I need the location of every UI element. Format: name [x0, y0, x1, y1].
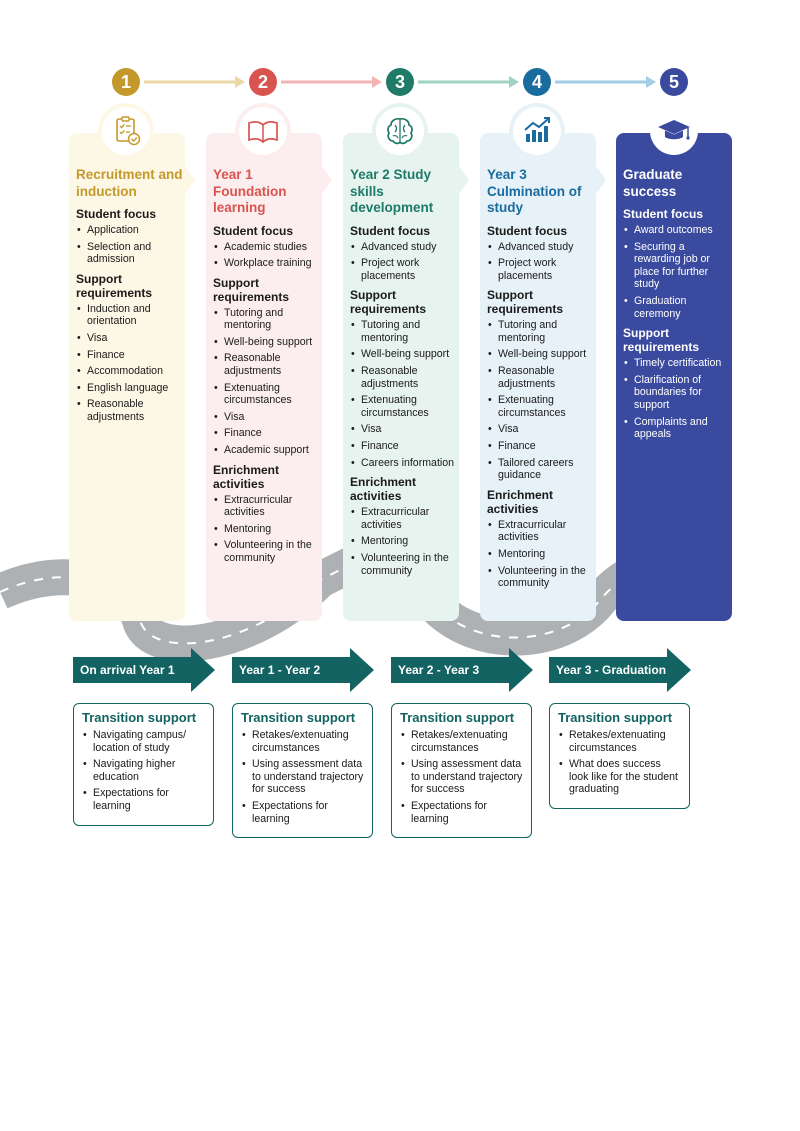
- stage-title: Year 2 Study skills development: [350, 167, 434, 215]
- stage-card-3: [343, 133, 459, 621]
- stage-list-item: • Visa: [487, 423, 596, 436]
- stage-list-item: • Visa: [350, 423, 459, 436]
- stage-section-heading: Enrichment activities: [487, 487, 554, 516]
- transition-support-list: [241, 729, 366, 825]
- stage-number-5: 5: [660, 68, 688, 96]
- stage-section-list: [487, 241, 596, 283]
- stage-list-item: • Securing a rewarding job or place for further study: [623, 241, 732, 291]
- transition-arrow-head: [509, 648, 533, 692]
- stage-section-heading: Student focus: [350, 223, 430, 238]
- stage-list-item: • Mentoring: [487, 548, 596, 561]
- stage-card-5: [616, 133, 732, 621]
- growth-chart-icon: [513, 107, 561, 155]
- stage-list-item: • Reasonable adjustments: [350, 365, 459, 390]
- stage-list-item: • Well-being support: [213, 336, 322, 349]
- stage-section-list: [350, 506, 459, 577]
- stage-list-item: • Award outcomes: [623, 224, 732, 237]
- transition-arrow-head: [350, 648, 374, 692]
- transition-support-item: • Retakes/extenuating circumstances: [400, 729, 525, 754]
- stage-list-item: • Reasonable adjustments: [487, 365, 596, 390]
- transition-support-item: • Retakes/extenuating circumstances: [241, 729, 366, 754]
- stage-list-item: • Extenuating circumstances: [487, 394, 596, 419]
- stage-title: Recruitment and induction: [76, 167, 183, 199]
- stage-section-list: [487, 319, 596, 482]
- stage-title: Year 3 Culmination of study: [487, 167, 582, 215]
- transition-support-box-3: [391, 703, 532, 838]
- brain-icon: [376, 107, 424, 155]
- stage-list-item: • Timely certification: [623, 357, 732, 370]
- stage-list-item: • Finance: [213, 427, 322, 440]
- checklist-icon: [102, 107, 150, 155]
- stage-title: Graduate success: [623, 167, 683, 199]
- stage-list-item: • Extenuating circumstances: [213, 382, 322, 407]
- stage-section-list: [350, 241, 459, 283]
- stage-section-list: [213, 241, 322, 270]
- stage-list-item: • Visa: [76, 332, 185, 345]
- stage-list-item: • Induction and orientation: [76, 303, 185, 328]
- stage-section-heading: Support requirements: [623, 326, 700, 355]
- stage-list-item: • Advanced study: [487, 241, 596, 254]
- open-book-icon: [239, 107, 287, 155]
- stage-section-list: [213, 307, 322, 457]
- stage-list-item: • Finance: [350, 440, 459, 453]
- stage-list-item: • Application: [76, 224, 185, 237]
- transition-arrow-3: [391, 648, 509, 692]
- stage-card-4: [480, 133, 596, 621]
- stage-list-item: • Extenuating circumstances: [350, 394, 459, 419]
- stage-section-heading: Support requirements: [487, 288, 564, 317]
- stage-list-item: • English language: [76, 382, 185, 395]
- stage-number-2: 2: [249, 68, 277, 96]
- transition-support-list: [400, 729, 525, 825]
- stage-list-item: • Clarification of boundaries for support: [623, 374, 732, 412]
- stage-section-list: [76, 224, 185, 266]
- transition-arrow-head: [191, 648, 215, 692]
- transition-arrow-1: [73, 648, 191, 692]
- stage-list-item: • Project work placements: [350, 257, 459, 282]
- stage-list-item: • Well-being support: [487, 348, 596, 361]
- stage-list-item: • Volunteering in the community: [487, 565, 596, 590]
- stage-section-heading: Support requirements: [213, 275, 290, 304]
- transition-support-title: Transition support: [241, 710, 356, 725]
- transition-support-list: [558, 729, 683, 796]
- stage-list-item: • Reasonable adjustments: [76, 398, 185, 423]
- graduation-cap-icon: [650, 107, 698, 155]
- stage-list-item: • Accommodation: [76, 365, 185, 378]
- transition-support-item: • Retakes/extenuating circumstances: [558, 729, 683, 754]
- transition-label: On arrival Year 1: [80, 663, 175, 677]
- stage-number-1: 1: [112, 68, 140, 96]
- stage-list-item: • Advanced study: [350, 241, 459, 254]
- stage-section-heading: Student focus: [487, 223, 567, 238]
- stage-number-3: 3: [386, 68, 414, 96]
- stage-list-item: • Complaints and appeals: [623, 416, 732, 441]
- stage-section-heading: Support requirements: [350, 288, 427, 317]
- stage-list-item: • Volunteering in the community: [213, 539, 322, 564]
- stage-list-item: • Tutoring and mentoring: [487, 319, 596, 344]
- transition-support-item: • Using assessment data to understand trajectory for success: [400, 758, 525, 796]
- stage-section-heading: Enrichment activities: [213, 462, 280, 491]
- stage-list-item: • Finance: [76, 349, 185, 362]
- stage-list-item: • Tutoring and mentoring: [350, 319, 459, 344]
- stage-list-item: • Finance: [487, 440, 596, 453]
- stage-section-list: [487, 519, 596, 590]
- stage-list-item: • Tutoring and mentoring: [213, 307, 322, 332]
- stage-section-heading: Enrichment activities: [350, 475, 417, 504]
- transition-label: Year 2 - Year 3: [398, 663, 480, 677]
- transition-label: Year 3 - Graduation: [556, 663, 667, 677]
- transition-support-title: Transition support: [400, 710, 515, 725]
- stage-list-item: • Extracurricular activities: [487, 519, 596, 544]
- stage-list-item: • Selection and admission: [76, 241, 185, 266]
- stage-section-heading: Student focus: [213, 223, 293, 238]
- stage-list-item: • Academic studies: [213, 241, 322, 254]
- stage-section-heading: Student focus: [623, 207, 703, 221]
- transition-support-item: • What does success look like for the student graduating: [558, 758, 683, 796]
- transition-support-item: • Expectations for learning: [241, 800, 366, 825]
- stage-card-1: [69, 133, 185, 621]
- transition-arrow-head: [667, 648, 691, 692]
- transition-support-box-2: [232, 703, 373, 838]
- stage-list-item: • Academic support: [213, 444, 322, 457]
- stage-section-list: [623, 224, 732, 320]
- stage-list-item: • Volunteering in the community: [350, 552, 459, 577]
- transition-support-item: • Using assessment data to understand trajectory for success: [241, 758, 366, 796]
- stage-section-heading: Student focus: [76, 207, 156, 221]
- stage-list-item: • Extracurricular activities: [350, 506, 459, 531]
- transition-support-item: • Navigating campus/ location of study: [82, 729, 207, 754]
- transition-support-title: Transition support: [82, 710, 197, 725]
- stage-list-item: • Project work placements: [487, 257, 596, 282]
- transition-arrow-4: [549, 648, 667, 692]
- stage-title: Year 1 Foundation learning: [213, 167, 287, 215]
- stage-section-list: [350, 319, 459, 469]
- transition-support-box-4: [549, 703, 690, 809]
- transition-support-title: Transition support: [558, 710, 673, 725]
- stage-list-item: • Mentoring: [350, 535, 459, 548]
- stage-section-list: [623, 357, 732, 441]
- stage-section-heading: Support requirements: [76, 271, 153, 300]
- transition-support-box-1: [73, 703, 214, 826]
- transition-support-item: • Expectations for learning: [400, 800, 525, 825]
- stage-list-item: • Workplace training: [213, 257, 322, 270]
- transition-label: Year 1 - Year 2: [239, 663, 321, 677]
- transition-arrow-2: [232, 648, 350, 692]
- transition-support-item: • Expectations for learning: [82, 787, 207, 812]
- stage-list-item: • Visa: [213, 411, 322, 424]
- stage-list-item: • Graduation ceremony: [623, 295, 732, 320]
- stage-section-list: [76, 303, 185, 424]
- stage-section-list: [213, 494, 322, 565]
- transition-support-item: • Navigating higher education: [82, 758, 207, 783]
- stage-list-item: • Careers information: [350, 457, 459, 470]
- transition-support-list: [82, 729, 207, 813]
- stage-list-item: • Mentoring: [213, 523, 322, 536]
- stage-card-2: [206, 133, 322, 621]
- stage-list-item: • Reasonable adjustments: [213, 352, 322, 377]
- stage-list-item: • Extracurricular activities: [213, 494, 322, 519]
- stage-list-item: • Well-being support: [350, 348, 459, 361]
- stage-list-item: • Tailored careers guidance: [487, 457, 596, 482]
- stage-number-4: 4: [523, 68, 551, 96]
